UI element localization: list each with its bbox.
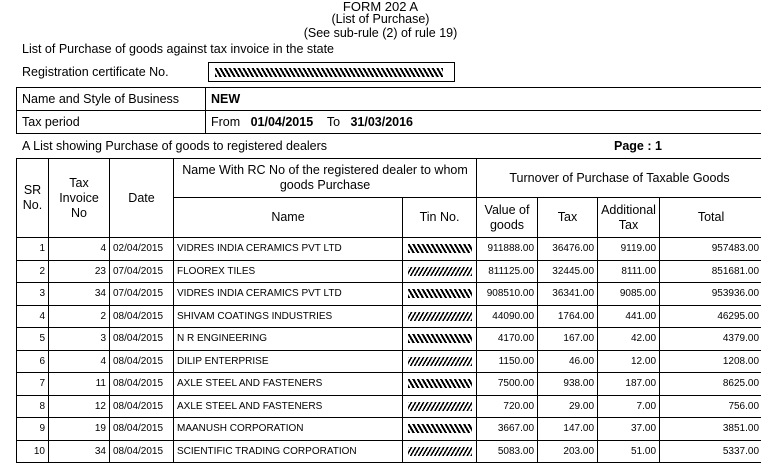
tax-cell: 147.00	[538, 418, 598, 441]
dealer-name-cell: VIDRES INDIA CERAMICS PVT LTD	[174, 283, 403, 306]
tax-cell: 32445.00	[538, 260, 598, 283]
header-name: Name	[174, 198, 403, 238]
date-cell: 08/04/2015	[110, 305, 174, 328]
redacted-tin-number	[408, 289, 472, 298]
list-caption: A List showing Purchase of goods to registered dealers	[22, 139, 328, 153]
total-cell: 756.00	[660, 395, 761, 418]
header-invoice: Tax Invoice No	[49, 159, 110, 238]
tax-cell: 29.00	[538, 395, 598, 418]
tin-cell	[403, 328, 477, 351]
dealer-name-cell: AXLE STEEL AND FASTENERS	[174, 373, 403, 396]
value-cell: 44090.00	[477, 305, 538, 328]
invoice-cell: 2	[49, 305, 110, 328]
dealer-name-cell: FLOOREX TILES	[174, 260, 403, 283]
registration-number-field	[208, 62, 455, 82]
sr-cell: 6	[17, 350, 49, 373]
to-label: To	[326, 115, 341, 129]
invoice-cell: 34	[49, 283, 110, 306]
tin-cell	[403, 395, 477, 418]
value-cell: 3667.00	[477, 418, 538, 441]
table-row	[17, 328, 761, 351]
invoice-cell: 11	[49, 373, 110, 396]
value-cell: 911888.00	[477, 238, 538, 261]
tax-cell: 167.00	[538, 328, 598, 351]
from-label: From	[211, 115, 241, 129]
sr-cell: 10	[17, 440, 49, 463]
tax-period-value	[206, 111, 761, 134]
redacted-tin-number	[408, 312, 472, 321]
redacted-tin-number	[408, 447, 472, 456]
value-cell: 1150.00	[477, 350, 538, 373]
total-cell: 4379.00	[660, 328, 761, 351]
table-row	[17, 238, 761, 261]
date-cell: 07/04/2015	[110, 283, 174, 306]
header-sr: SR No.	[17, 159, 49, 238]
table-row	[17, 350, 761, 373]
value-cell: 811125.00	[477, 260, 538, 283]
total-cell: 8625.00	[660, 373, 761, 396]
table-row	[17, 283, 761, 306]
invoice-cell: 23	[49, 260, 110, 283]
redacted-tin-number	[408, 267, 472, 276]
header-dealer-group: Name With RC No of the registered dealer to whom goods Purchase	[174, 159, 477, 198]
header-tax: Tax	[538, 198, 598, 238]
tax-cell: 1764.00	[538, 305, 598, 328]
tax-cell: 36341.00	[538, 283, 598, 306]
invoice-cell: 12	[49, 395, 110, 418]
tin-cell	[403, 373, 477, 396]
table-row	[17, 395, 761, 418]
form-title: FORM 202 A	[342, 0, 419, 14]
invoice-cell: 4	[49, 350, 110, 373]
redacted-tin-number	[408, 334, 472, 343]
redacted-tin-number	[408, 424, 472, 433]
header-tin: Tin No.	[403, 198, 477, 238]
table-row	[17, 305, 761, 328]
sr-cell: 3	[17, 283, 49, 306]
dealer-name-cell: N R ENGINEERING	[174, 328, 403, 351]
tin-cell	[403, 440, 477, 463]
table-row	[17, 418, 761, 441]
total-cell: 3851.00	[660, 418, 761, 441]
registration-label: Registration certificate No.	[22, 65, 169, 79]
date-cell: 08/04/2015	[110, 328, 174, 351]
total-cell: 5337.00	[660, 440, 761, 463]
tax-cell: 36476.00	[538, 238, 598, 261]
tin-cell	[403, 283, 477, 306]
total-cell: 46295.00	[660, 305, 761, 328]
table-row	[17, 440, 761, 463]
date-cell: 08/04/2015	[110, 418, 174, 441]
date-cell: 08/04/2015	[110, 350, 174, 373]
additional-tax-cell: 37.00	[598, 418, 660, 441]
value-cell: 5083.00	[477, 440, 538, 463]
sr-cell: 7	[17, 373, 49, 396]
value-cell: 720.00	[477, 395, 538, 418]
tax-cell: 203.00	[538, 440, 598, 463]
tax-cell: 46.00	[538, 350, 598, 373]
date-cell: 08/04/2015	[110, 373, 174, 396]
total-cell: 953936.00	[660, 283, 761, 306]
value-cell: 7500.00	[477, 373, 538, 396]
tin-cell	[403, 418, 477, 441]
header-turnover-group: Turnover of Purchase of Taxable Goods	[477, 159, 761, 198]
additional-tax-cell: 441.00	[598, 305, 660, 328]
dealer-name-cell: MAANUSH CORPORATION	[174, 418, 403, 441]
table-row	[17, 260, 761, 283]
redacted-tin-number	[408, 379, 472, 388]
total-cell: 1208.00	[660, 350, 761, 373]
to-date: 31/03/2016	[350, 115, 414, 129]
value-cell: 4170.00	[477, 328, 538, 351]
additional-tax-cell: 9085.00	[598, 283, 660, 306]
tax-cell: 938.00	[538, 373, 598, 396]
from-date: 01/04/2015	[250, 115, 314, 129]
total-cell: 851681.00	[660, 260, 761, 283]
date-cell: 07/04/2015	[110, 260, 174, 283]
date-cell: 08/04/2015	[110, 440, 174, 463]
form-subtitle: (List of Purchase)	[331, 12, 430, 26]
dealer-name-cell: AXLE STEEL AND FASTENERS	[174, 395, 403, 418]
page-number: Page : 1	[614, 139, 662, 153]
date-cell: 02/04/2015	[110, 238, 174, 261]
invoice-cell: 19	[49, 418, 110, 441]
redacted-registration-number	[215, 68, 443, 77]
redacted-tin-number	[408, 357, 472, 366]
tax-period-label: Tax period	[17, 111, 206, 134]
business-name-value: NEW	[206, 88, 761, 111]
header-date: Date	[110, 159, 174, 238]
form-heading: List of Purchase of goods against tax invoice in the state	[22, 42, 334, 56]
table-row	[17, 373, 761, 396]
sr-cell: 5	[17, 328, 49, 351]
value-cell: 908510.00	[477, 283, 538, 306]
invoice-cell: 34	[49, 440, 110, 463]
additional-tax-cell: 42.00	[598, 328, 660, 351]
sr-cell: 1	[17, 238, 49, 261]
header-additional-tax: Additional Tax	[598, 198, 660, 238]
tin-cell	[403, 305, 477, 328]
additional-tax-cell: 12.00	[598, 350, 660, 373]
dealer-name-cell: DILIP ENTERPRISE	[174, 350, 403, 373]
additional-tax-cell: 7.00	[598, 395, 660, 418]
header-value: Value of goods	[477, 198, 538, 238]
dealer-name-cell: VIDRES INDIA CERAMICS PVT LTD	[174, 238, 403, 261]
business-name-label: Name and Style of Business	[17, 88, 206, 111]
sr-cell: 8	[17, 395, 49, 418]
additional-tax-cell: 187.00	[598, 373, 660, 396]
invoice-cell: 4	[49, 238, 110, 261]
redacted-tin-number	[408, 244, 472, 253]
dealer-name-cell: SHIVAM COATINGS INDUSTRIES	[174, 305, 403, 328]
additional-tax-cell: 8111.00	[598, 260, 660, 283]
redacted-tin-number	[408, 402, 472, 411]
tin-cell	[403, 238, 477, 261]
purchase-table	[16, 158, 761, 463]
additional-tax-cell: 9119.00	[598, 238, 660, 261]
sr-cell: 9	[17, 418, 49, 441]
dealer-name-cell: SCIENTIFIC TRADING CORPORATION	[174, 440, 403, 463]
additional-tax-cell: 51.00	[598, 440, 660, 463]
sr-cell: 4	[17, 305, 49, 328]
total-cell: 957483.00	[660, 238, 761, 261]
tin-cell	[403, 260, 477, 283]
form-rule: (See sub-rule (2) of rule 19)	[303, 26, 458, 40]
business-info-table	[16, 87, 761, 134]
date-cell: 08/04/2015	[110, 395, 174, 418]
sr-cell: 2	[17, 260, 49, 283]
header-total: Total	[660, 198, 761, 238]
invoice-cell: 3	[49, 328, 110, 351]
tin-cell	[403, 350, 477, 373]
